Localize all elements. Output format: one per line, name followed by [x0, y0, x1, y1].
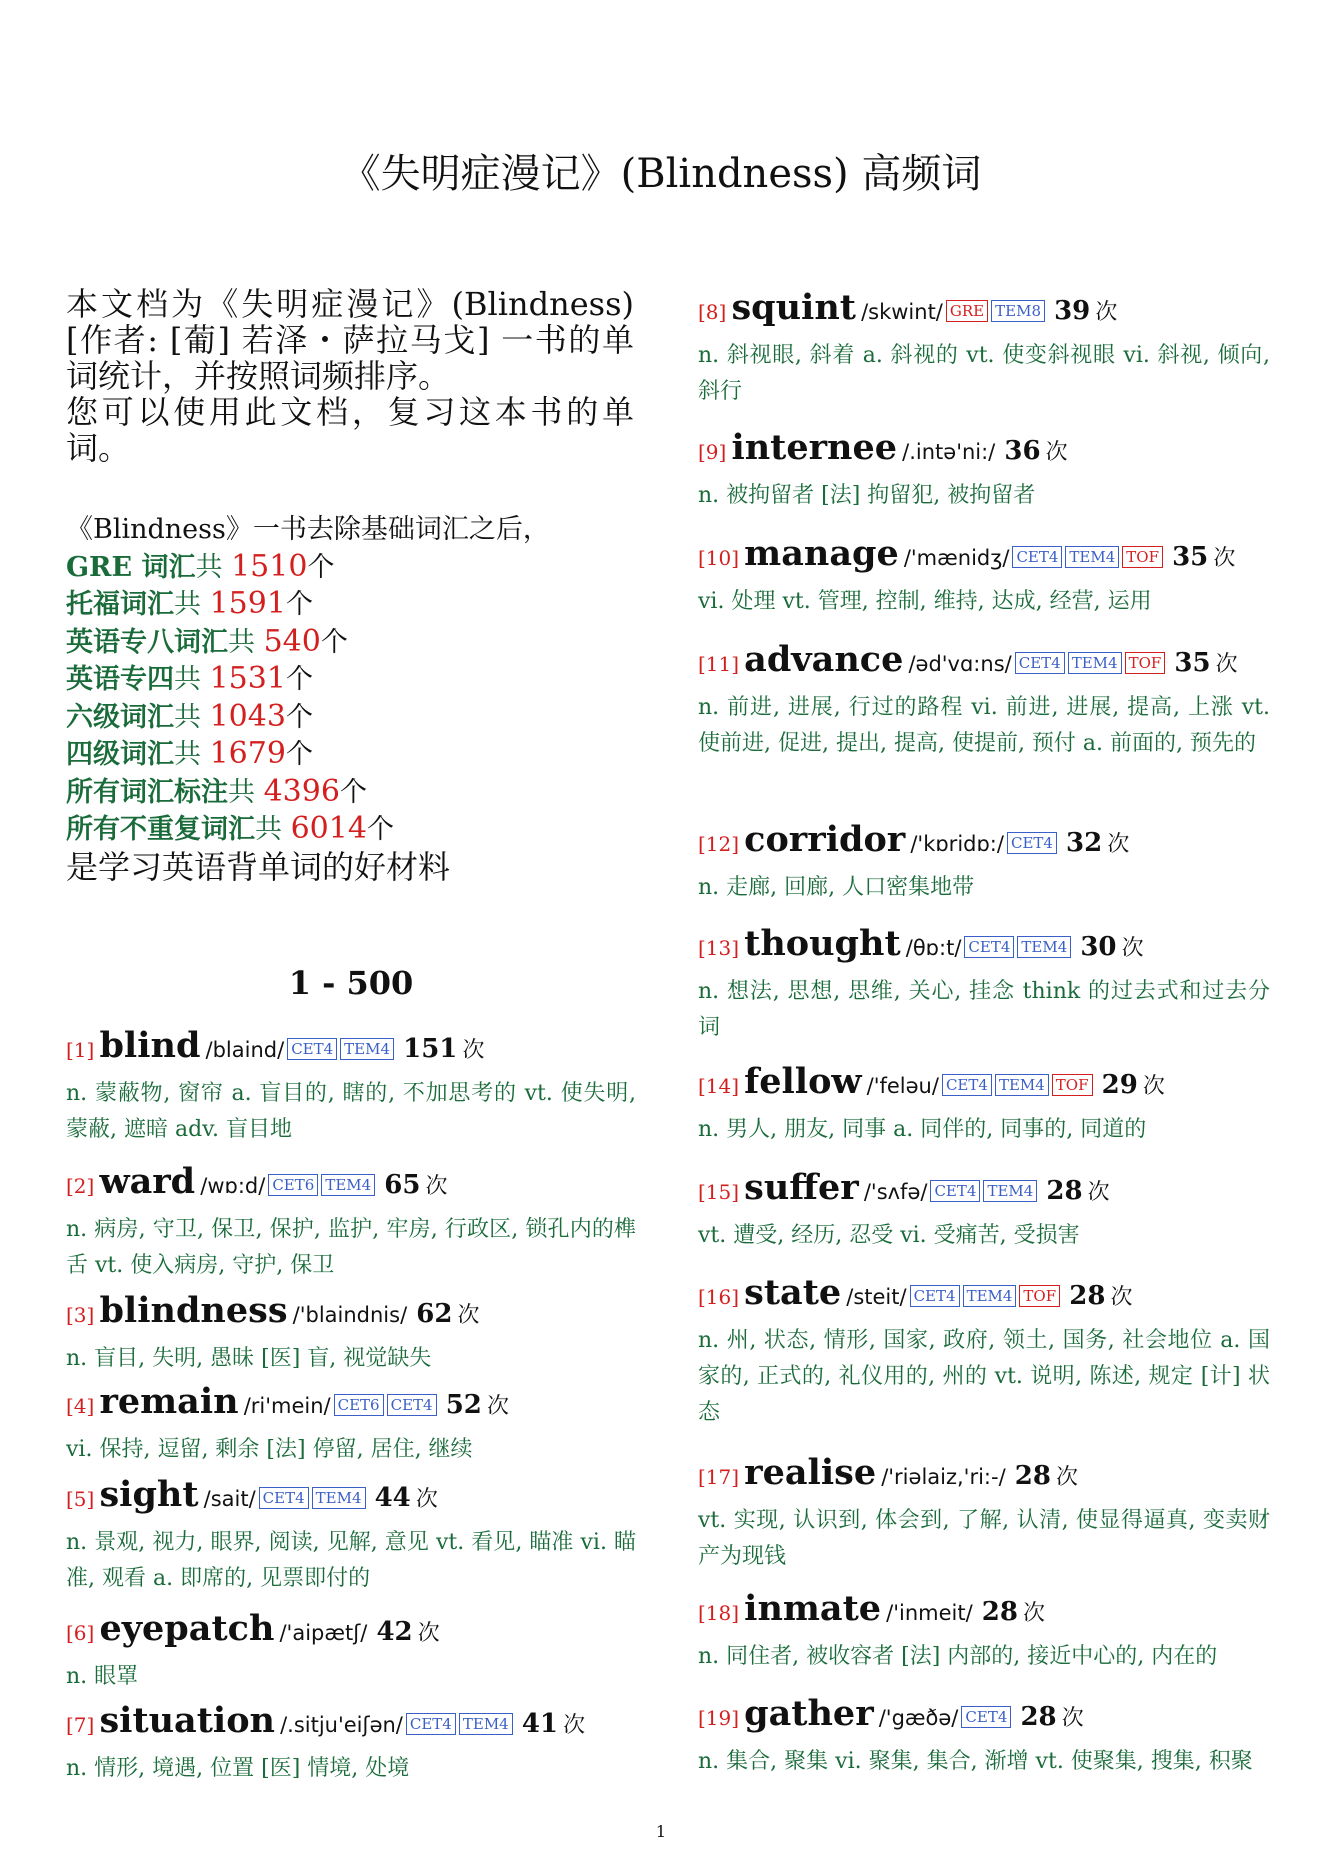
entry-head — [698, 924, 1270, 970]
stat-unit: 个 — [339, 776, 367, 808]
stat-unit: 个 — [285, 701, 313, 733]
exam-tag: TEM4 — [983, 1180, 1037, 1202]
stat-mid: 共 — [228, 626, 264, 658]
entry-count-unit: 次 — [1087, 1180, 1110, 1205]
entry-phonetic: /steit/ — [846, 1285, 907, 1309]
stat-label: 英语专四 — [66, 664, 174, 695]
entry-index: [11] — [698, 652, 740, 676]
stat-row — [66, 586, 634, 624]
intro-paragraph-1: 本文档为《失明症漫记》(Blindness)[作者: [葡] 若泽・萨拉马戈] 一书的单词统计，并按照词频排序。 — [66, 285, 634, 395]
entry-head — [698, 640, 1270, 686]
exam-tag: TEM8 — [991, 300, 1045, 322]
entry-phonetic: /'feləu/ — [866, 1074, 939, 1098]
entry-count-unit: 次 — [1056, 1465, 1079, 1490]
entry-count: 44 — [374, 1483, 411, 1513]
entry-phonetic: /θɒ:t/ — [905, 936, 962, 960]
entry-count: 28 — [1046, 1176, 1083, 1206]
entry-count: 32 — [1066, 828, 1103, 858]
entry-word: thought — [744, 923, 901, 964]
page-number: 1 — [655, 1822, 667, 1841]
stat-mid: 共 — [174, 664, 210, 695]
entry-index: [12] — [698, 832, 740, 856]
exam-tag: TEM4 — [321, 1174, 375, 1196]
exam-tag: TEM4 — [1017, 936, 1071, 958]
entry-index: [6] — [66, 1621, 95, 1645]
entry-count: 151 — [403, 1034, 458, 1064]
entry-count-unit: 次 — [1095, 300, 1118, 325]
exam-tag: TEM4 — [963, 1285, 1017, 1307]
exam-tag: TEM4 — [340, 1038, 394, 1060]
word-entry — [66, 1291, 636, 1377]
entry-index: [3] — [66, 1303, 95, 1327]
entry-count: 35 — [1174, 648, 1211, 678]
stat-mid: 共 — [174, 701, 210, 733]
entry-index: [10] — [698, 546, 740, 570]
entry-word: blindness — [99, 1290, 288, 1331]
entry-head — [698, 1062, 1270, 1108]
stat-number: 1591 — [209, 586, 286, 621]
entry-count: 30 — [1080, 932, 1117, 962]
exam-tag: CET4 — [1015, 652, 1065, 674]
entry-index: [18] — [698, 1601, 740, 1625]
entry-definition: n. 盲目, 失明, 愚昧 [医] 盲, 视觉缺失 — [66, 1346, 432, 1371]
stat-label: 所有不重复词汇 — [66, 814, 255, 845]
entry-definition: n. 想法, 思想, 思维, 关心, 挂念 think 的过去式和过去分词 — [698, 979, 1270, 1040]
intro-text — [66, 286, 634, 466]
word-entry — [698, 1694, 1270, 1780]
entry-count-unit: 次 — [1045, 440, 1068, 465]
entry-definition: vt. 遭受, 经历, 忍受 vi. 受痛苦, 受损害 — [698, 1223, 1080, 1248]
entry-definition: n. 斜视眼, 斜着 a. 斜视的 vt. 使变斜视眼 vi. 斜视, 倾向, 斜行 — [698, 343, 1270, 404]
entry-word: realise — [744, 1452, 877, 1493]
entry-count-unit: 次 — [1215, 652, 1238, 677]
entry-count: 62 — [416, 1299, 453, 1329]
entry-phonetic: /skwint/ — [861, 300, 943, 324]
entry-word: remain — [99, 1381, 239, 1422]
entry-phonetic: /ri'mein/ — [243, 1394, 331, 1418]
exam-tag: TOF — [1125, 652, 1166, 674]
word-entry — [698, 924, 1270, 1046]
entry-count-unit: 次 — [425, 1174, 448, 1199]
stats-lead: 《Blindness》一书去除基础词汇之后， — [66, 514, 550, 545]
stat-unit: 个 — [285, 739, 313, 770]
entry-definition: n. 被拘留者 [法] 拘留犯, 被拘留者 — [698, 483, 1036, 508]
entry-phonetic: /'mænidʒ/ — [903, 546, 1010, 570]
entry-count-unit: 次 — [1213, 546, 1236, 571]
entry-head — [66, 1475, 636, 1521]
entry-count: 42 — [376, 1617, 413, 1647]
entry-index: [4] — [66, 1394, 95, 1418]
exam-tag: CET4 — [387, 1394, 437, 1416]
exam-tag: CET4 — [910, 1285, 960, 1307]
entry-head — [66, 1609, 636, 1655]
entry-word: advance — [744, 639, 904, 680]
stat-row — [66, 774, 634, 812]
stat-mid: 共 — [228, 776, 264, 808]
entry-word: state — [744, 1272, 842, 1313]
entry-head — [66, 1291, 636, 1337]
stat-row — [66, 736, 634, 774]
exam-tag: CET6 — [268, 1174, 318, 1196]
entry-index: [8] — [698, 300, 727, 324]
entry-index: [14] — [698, 1074, 740, 1098]
entry-definition: vt. 实现, 认识到, 体会到, 了解, 认清, 使显得逼真, 变卖财产为现钱 — [698, 1508, 1270, 1569]
stat-row — [66, 549, 634, 587]
entry-head — [698, 1453, 1270, 1499]
entry-definition: n. 走廊, 回廊, 人口密集地带 — [698, 875, 975, 900]
entry-definition: n. 前进, 进展, 行过的路程 vi. 前进, 进展, 提高, 上涨 vt. 使前进, 促进, 提出, 提高, 使提前, 预付 a. 前面的, 预先的 — [698, 695, 1270, 756]
entry-word: manage — [744, 533, 899, 574]
entry-word: ward — [99, 1161, 196, 1202]
exam-tag: CET4 — [287, 1038, 337, 1060]
entry-count-unit: 次 — [462, 1038, 485, 1063]
entry-definition: vi. 处理 vt. 管理, 控制, 维持, 达成, 经营, 运用 — [698, 589, 1152, 614]
exam-tag: TOF — [1019, 1285, 1060, 1307]
intro-paragraph-2: 您可以使用此文档，复习这本书的单词。 — [66, 393, 634, 467]
entry-head — [698, 534, 1270, 580]
entry-phonetic: /'sʌfə/ — [863, 1180, 928, 1204]
stat-mid: 共 — [255, 814, 291, 845]
exam-tag: TEM4 — [1065, 546, 1119, 568]
word-entry — [698, 820, 1270, 906]
entry-word: inmate — [744, 1588, 882, 1629]
exam-tag: CET4 — [259, 1487, 309, 1509]
entry-count: 65 — [384, 1170, 421, 1200]
word-entry — [66, 1701, 636, 1787]
word-entry — [66, 1162, 636, 1284]
entry-phonetic: /blaind/ — [205, 1038, 285, 1062]
entry-index: [15] — [698, 1180, 740, 1204]
word-entry — [66, 1026, 636, 1148]
entry-definition: n. 景观, 视力, 眼界, 阅读, 见解, 意见 vt. 看见, 瞄准 vi. 瞄准, 观看 a. 即席的, 见票即付的 — [66, 1530, 636, 1591]
entry-index: [16] — [698, 1285, 740, 1309]
entry-phonetic: /.sitju'eiʃən/ — [280, 1713, 403, 1737]
stat-label: 托福词汇 — [66, 589, 174, 620]
word-entry — [698, 1168, 1270, 1254]
entry-index: [2] — [66, 1174, 95, 1198]
stat-row — [66, 811, 634, 849]
stat-mid: 共 — [195, 551, 232, 583]
stat-unit: 个 — [285, 589, 313, 620]
exam-tag: GRE — [946, 300, 988, 322]
entry-count-unit: 次 — [417, 1621, 440, 1646]
entry-count: 52 — [445, 1390, 482, 1420]
stat-unit: 个 — [320, 626, 348, 658]
stat-number: 1510 — [231, 548, 308, 584]
exam-tag: CET4 — [964, 936, 1014, 958]
entry-index: [17] — [698, 1465, 740, 1489]
entry-phonetic: /'blaindnis/ — [292, 1303, 408, 1327]
entry-count-unit: 次 — [1061, 1706, 1084, 1731]
entry-count: 28 — [981, 1597, 1018, 1627]
entry-count-unit: 次 — [1142, 1074, 1165, 1099]
entry-head — [698, 1168, 1270, 1214]
stat-number: 1531 — [209, 661, 286, 696]
document-title: 《失明症漫记》(Blindness) 高频词 — [340, 151, 982, 197]
entry-word: squint — [731, 287, 856, 328]
stat-number: 1043 — [209, 698, 286, 734]
entry-phonetic: /wɒ:d/ — [200, 1174, 266, 1198]
entry-definition: n. 州, 状态, 情形, 国家, 政府, 领土, 国务, 社会地位 a. 国家的, 正式的, 礼仪用的, 州的 vt. 说明, 陈述, 规定 [计] 状态 — [698, 1328, 1270, 1425]
entry-head — [698, 428, 1270, 474]
entry-count-unit: 次 — [1023, 1601, 1046, 1626]
entry-count: 29 — [1101, 1070, 1138, 1100]
exam-tag: CET4 — [1012, 546, 1062, 568]
entry-word: fellow — [744, 1061, 862, 1102]
word-entry — [698, 640, 1270, 762]
entry-phonetic: /əd'vɑ:ns/ — [908, 652, 1012, 676]
word-entry — [698, 534, 1270, 620]
stats-closing: 是学习英语背单词的好材料 — [66, 847, 451, 886]
word-entry — [698, 1453, 1270, 1575]
entry-head — [66, 1701, 636, 1747]
entry-head — [66, 1026, 636, 1072]
entry-head — [698, 1273, 1270, 1319]
entry-head — [698, 1694, 1270, 1740]
stat-row — [66, 699, 634, 737]
stat-label: 六级词汇 — [66, 701, 174, 733]
entry-phonetic: /'aipætʃ/ — [279, 1621, 368, 1645]
entry-word: situation — [99, 1700, 275, 1741]
exam-tag: TEM4 — [312, 1487, 366, 1509]
entry-definition: n. 蒙蔽物, 窗帘 a. 盲目的, 瞎的, 不加思考的 vt. 使失明, 蒙蔽, 遮暗 adv. 盲目地 — [66, 1081, 636, 1142]
entry-head — [66, 1382, 636, 1428]
word-entry — [698, 1589, 1270, 1675]
entry-definition: vi. 保持, 逗留, 剩余 [法] 停留, 居住, 继续 — [66, 1437, 473, 1462]
exam-tag: TOF — [1052, 1074, 1093, 1096]
entry-word: eyepatch — [99, 1608, 275, 1649]
exam-tag: TEM4 — [459, 1713, 513, 1735]
word-entry — [66, 1609, 636, 1695]
word-entry — [698, 428, 1270, 514]
stat-number: 540 — [263, 623, 321, 659]
entry-word: suffer — [744, 1167, 859, 1208]
entry-count: 28 — [1020, 1702, 1057, 1732]
entry-head — [698, 1589, 1270, 1635]
entry-index: [19] — [698, 1706, 740, 1730]
entry-count-unit: 次 — [563, 1713, 586, 1738]
stat-label: 所有词汇标注 — [66, 776, 228, 808]
entry-index: [9] — [698, 440, 727, 464]
exam-tag: CET4 — [942, 1074, 992, 1096]
stat-row — [66, 624, 634, 662]
word-entry — [66, 1382, 636, 1468]
entry-phonetic: /.intə'ni:/ — [902, 440, 996, 464]
entry-count-unit: 次 — [486, 1394, 509, 1419]
exam-tag: CET6 — [334, 1394, 384, 1416]
entry-count-unit: 次 — [415, 1487, 438, 1512]
entry-definition: n. 同住者, 被收容者 [法] 内部的, 接近中心的, 内在的 — [698, 1644, 1218, 1669]
word-entry — [698, 1273, 1270, 1431]
section-heading: 1 - 500 — [288, 964, 414, 1002]
entry-index: [1] — [66, 1038, 95, 1062]
exam-tag: CET4 — [961, 1706, 1011, 1728]
entry-head — [66, 1162, 636, 1208]
word-entry — [66, 1475, 636, 1597]
entry-head — [698, 288, 1270, 334]
stat-unit: 个 — [307, 551, 335, 583]
entry-count: 36 — [1004, 436, 1041, 466]
entry-count: 39 — [1054, 296, 1091, 326]
stat-number: 6014 — [290, 811, 367, 846]
stat-mid: 共 — [174, 739, 210, 770]
entry-count-unit: 次 — [1107, 832, 1130, 857]
entry-count-unit: 次 — [1121, 936, 1144, 961]
entry-word: corridor — [744, 819, 906, 860]
word-entry — [698, 288, 1270, 410]
entry-phonetic: /'gæðə/ — [878, 1706, 959, 1730]
entry-index: [7] — [66, 1713, 95, 1737]
stat-label: 英语专八词汇 — [66, 626, 228, 658]
exam-tag: TEM4 — [1068, 652, 1122, 674]
stat-row — [66, 661, 634, 699]
entry-definition: n. 情形, 境遇, 位置 [医] 情境, 处境 — [66, 1756, 410, 1781]
stat-mid: 共 — [174, 589, 210, 620]
entry-phonetic: /'riəlaiz,'ri:-/ — [881, 1465, 1006, 1489]
stat-unit: 个 — [366, 814, 394, 845]
entry-word: blind — [99, 1025, 201, 1066]
entry-count-unit: 次 — [1110, 1285, 1133, 1310]
entry-count: 28 — [1014, 1461, 1051, 1491]
entry-index: [5] — [66, 1487, 95, 1511]
stat-unit: 个 — [285, 664, 313, 695]
stat-label: GRE 词汇 — [66, 551, 196, 583]
exam-tag: TEM4 — [995, 1074, 1049, 1096]
entry-phonetic: /sait/ — [203, 1487, 256, 1511]
exam-tag: CET4 — [1007, 832, 1057, 854]
entry-word: sight — [99, 1474, 199, 1515]
entry-index: [13] — [698, 936, 740, 960]
vocabulary-stats — [66, 512, 634, 885]
stat-number: 4396 — [263, 773, 340, 809]
stat-number: 1679 — [209, 736, 286, 771]
exam-tag: TOF — [1122, 546, 1163, 568]
entry-definition: n. 眼罩 — [66, 1664, 139, 1689]
entry-count-unit: 次 — [457, 1303, 480, 1328]
entry-head — [698, 820, 1270, 866]
entry-count: 28 — [1069, 1281, 1106, 1311]
exam-tag: CET4 — [406, 1713, 456, 1735]
entry-word: internee — [731, 427, 898, 468]
entry-phonetic: /'inmeit/ — [886, 1601, 973, 1625]
entry-phonetic: /'kɒridɒ:/ — [910, 832, 1004, 856]
entry-definition: n. 男人, 朋友, 同事 a. 同伴的, 同事的, 同道的 — [698, 1117, 1147, 1142]
entry-definition: n. 病房, 守卫, 保卫, 保护, 监护, 牢房, 行政区, 锁孔内的榫舌 vt. 使入病房, 守护, 保卫 — [66, 1217, 636, 1278]
entry-count: 35 — [1172, 542, 1209, 572]
entry-definition: n. 集合, 聚集 vi. 聚集, 集合, 渐增 vt. 使聚集, 搜集, 积聚 — [698, 1749, 1253, 1774]
stat-label: 四级词汇 — [66, 739, 174, 770]
entry-count: 41 — [521, 1709, 558, 1739]
word-entry — [698, 1062, 1270, 1148]
entry-word: gather — [744, 1693, 874, 1734]
exam-tag: CET4 — [930, 1180, 980, 1202]
